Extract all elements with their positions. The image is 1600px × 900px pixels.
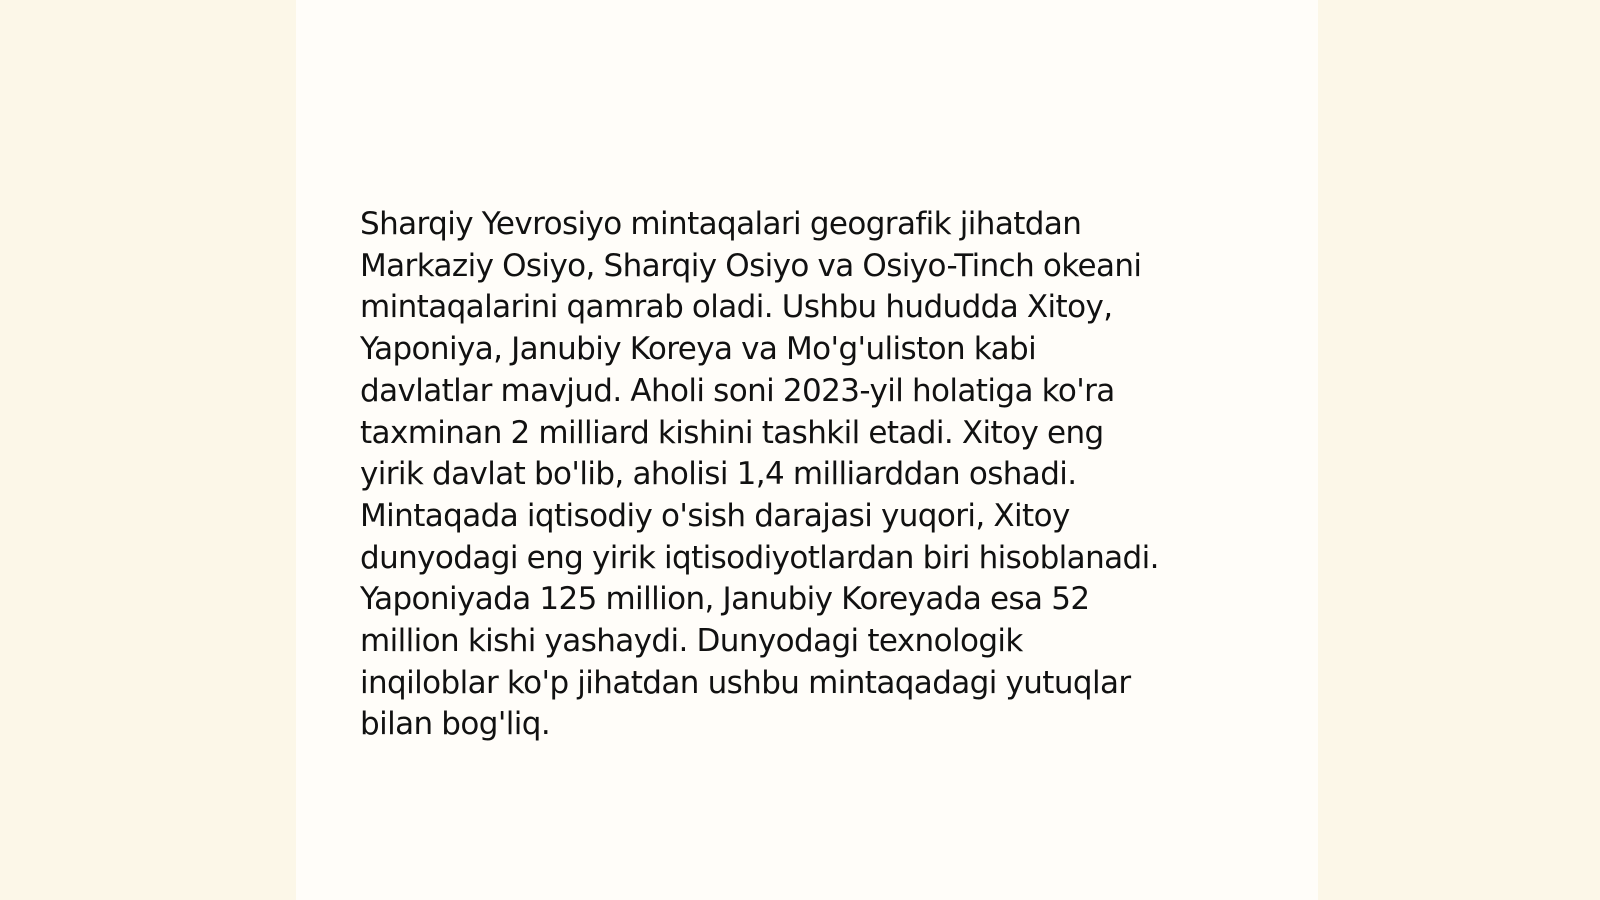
document-page [296,0,1318,900]
paragraph-line: Markaziy Osiyo, Sharqiy Osiyo va Osiyo-Tinch okeani [360,247,1142,284]
paragraph-line: Sharqiy Yevrosiyo mintaqalari geografik jihatdan [360,206,1082,242]
paragraph-line: bilan bog'liq. [360,706,551,743]
paragraph-line: dunyodagi eng yirik iqtisodiyotlardan biri hisoblanadi. [360,539,1159,576]
paragraph-line: inqiloblar ko'p jihatdan ushbu mintaqadagi yutuqlar [360,664,1131,701]
body-paragraph [360,204,1250,746]
paragraph-line: Yaponiya, Janubiy Koreya va Mo'g'uliston kabi [360,331,1037,368]
paragraph-line: yirik davlat bo'lib, aholisi 1,4 milliarddan oshadi. [360,456,1077,493]
paragraph-line: davlatlar mavjud. Aholi soni 2023-yil holatiga ko'ra [360,372,1115,409]
paragraph-line: taxminan 2 milliard kishini tashkil etadi. Xitoy eng [360,414,1104,451]
paragraph-line: Yaponiyada 125 million, Janubiy Koreyada esa 52 [360,581,1090,618]
paragraph-line: million kishi yashaydi. Dunyodagi texnologik [360,623,1023,660]
paragraph-line: Mintaqada iqtisodiy o'sish darajasi yuqori, Xitoy [360,497,1070,534]
paragraph-line: mintaqalarini qamrab oladi. Ushbu hududda Xitoy, [360,289,1113,326]
